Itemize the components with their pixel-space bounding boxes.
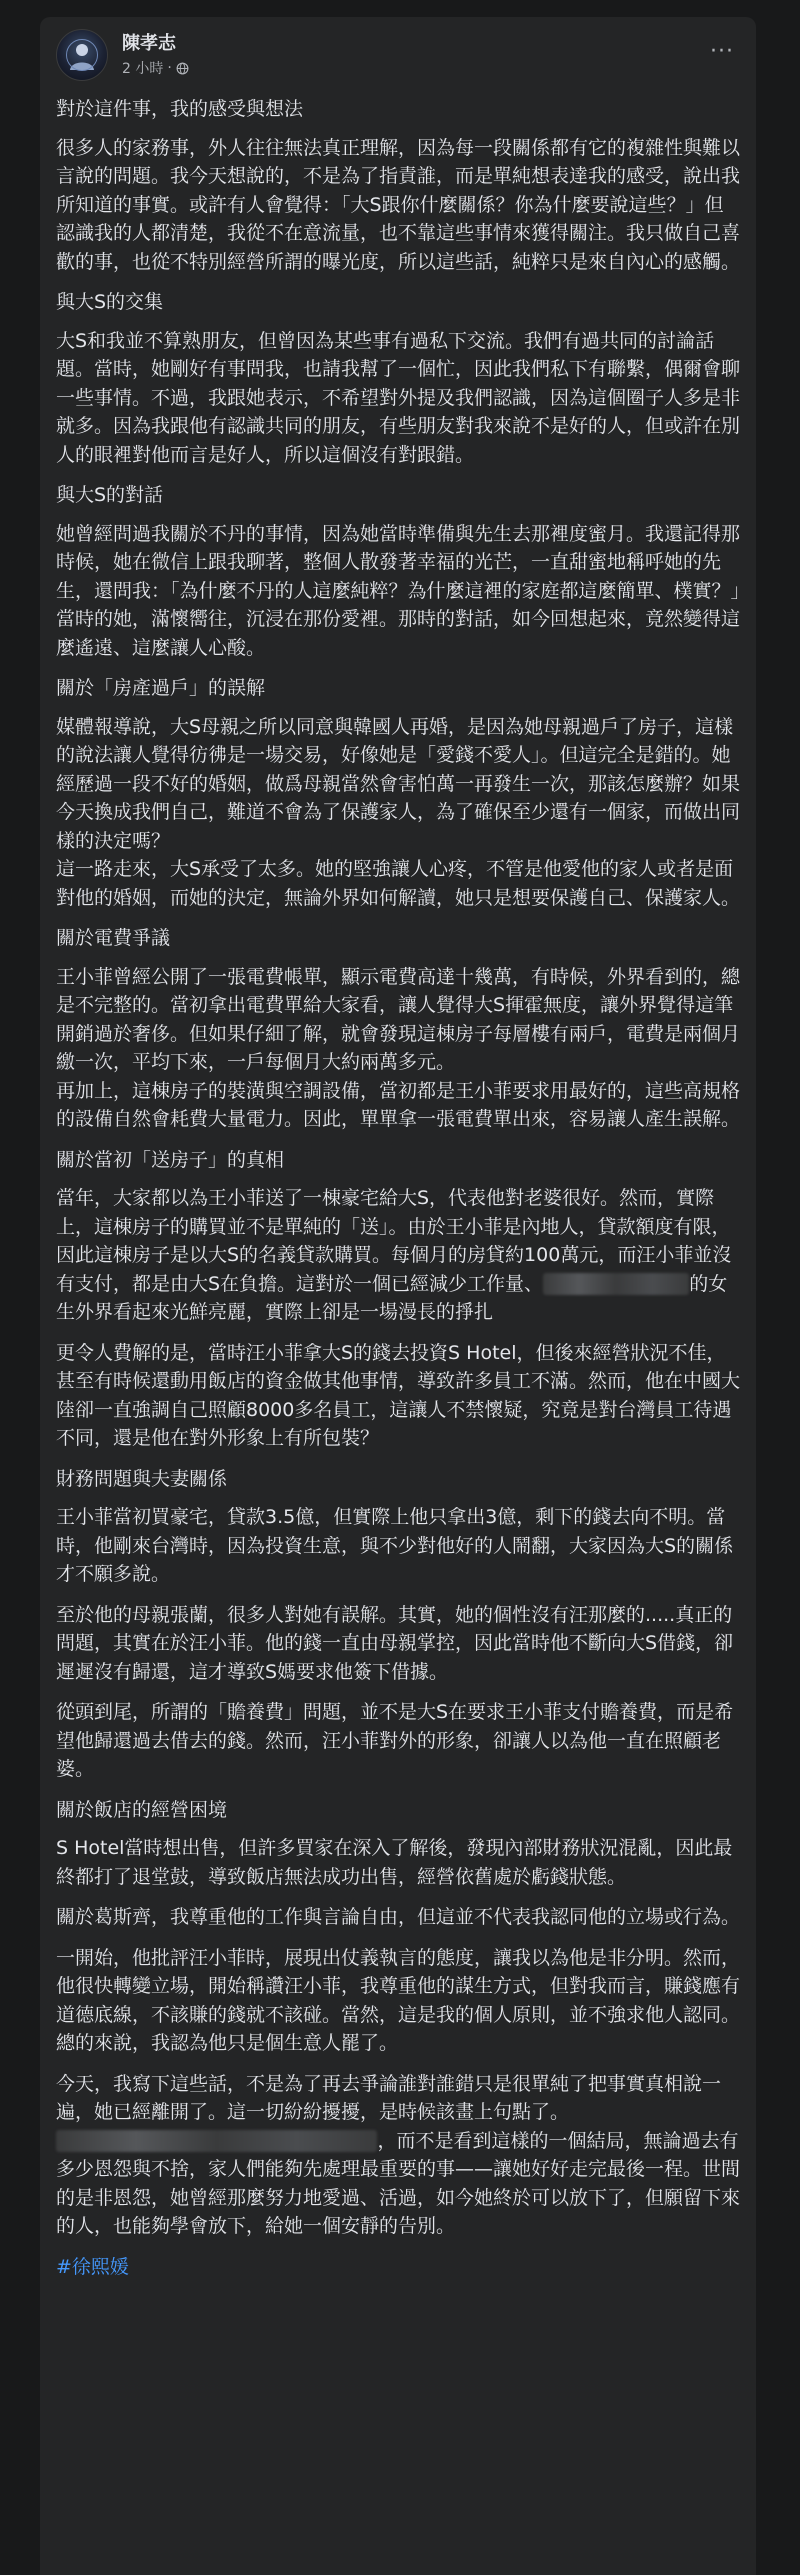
post-paragraph bbox=[56, 1503, 740, 1589]
avatar-figure-icon bbox=[65, 38, 99, 72]
post-paragraph bbox=[56, 1601, 740, 1687]
section-heading bbox=[56, 1146, 740, 1175]
post-paragraph bbox=[56, 1903, 740, 1932]
paragraph-text: 關於葛斯齊，我尊重他的工作與言論自由，但這並不代表我認同他的立場或行為。 bbox=[56, 1906, 741, 1928]
post-header bbox=[40, 17, 756, 93]
paragraph-text: 更令人費解的是，當時汪小菲拿大S的錢去投資S Hotel，但後來經營狀況不佳，甚至有時候還動用飯店的資金做其他事情，導致許多員工不滿。然而，他在中國大陸卻一直強調自己照顧8000多名員工，這讓人不禁懷疑，究竟是對台灣員工待遇不同，還是他在對外形象上有所包裝？ bbox=[56, 1341, 741, 1449]
hashtag-paragraph bbox=[56, 2253, 740, 2282]
paragraph-text: 至於他的母親張蘭，很多人對她有誤解。其實，她的個性沒有汪那麼的.....真正的問題，其實在於汪小菲。他的錢一直由母親掌控，因此當時他不斷向大S借錢，卻遲遲沒有歸還，這才導致S媽要求他簽下借據。 bbox=[56, 1603, 734, 1683]
paragraph-text: 王小菲當初買豪宅，貸款3.5億，但實際上他只拿出3億，剩下的錢去向不明。當時，他剛來台灣時，因為投資生意，與不少對他好的人鬧翻，大家因為大S的關係才不願多說。 bbox=[56, 1506, 734, 1585]
section-heading bbox=[56, 674, 740, 703]
paragraph-text: 從頭到尾，所謂的「贍養費」問題，並不是大S在要求王小菲支付贍養費，而是希望他歸還過去借去的錢。然而，汪小菲對外的形象，卻讓人以為他一直在照顧老婆。 bbox=[56, 1701, 734, 1780]
paragraph-text-tail: ，而不是看到這樣的一個結局，無論過去有多少恩怨與不捨，家人們能夠先處理最重要的事——讓她好好走完最後一程。世間的是非恩怨，她曾經那麼努力地愛過、活過，如今她終於可以放下了，但願留下來的人，也能夠學會放下，給她一個安靜的告別。 bbox=[56, 2129, 741, 2237]
author-name[interactable]: 陳孝志 bbox=[122, 33, 176, 54]
post-card bbox=[40, 17, 756, 2575]
meta-separator: · bbox=[167, 60, 172, 76]
hashtag-link[interactable]: #徐熙媛 bbox=[56, 2255, 129, 2278]
post-time[interactable]: 2 小時 bbox=[122, 61, 164, 77]
redacted-text bbox=[543, 1273, 689, 1295]
paragraph-text: 關於「房產過戶」的誤解 bbox=[56, 677, 266, 699]
paragraph-text: 媒體報導說，大S母親之所以同意與韓國人再婚，是因為她母親過戶了房子，這樣的說法讓人覺得彷彿是一場交易，好像她是「愛錢不愛人」。但這完全是錯的。她經歷過一段不好的婚姻，做爲母親當然會害怕萬一再發生一次，那該怎麼辦？如果今天換成我們自己，難道不會為了保護家人，為了確保至少還有一個家，而做出同樣的決定嗎？ 這一路走來，大S承受了太多。她的堅強讓人心疼，不管是他愛他的家人或者是面對他的婚姻，而她的決定，無論外界如何解讀，她只是想要保護自己、保護家人。 bbox=[56, 715, 741, 909]
paragraph-text: 王小菲曾經公開了一張電費帳單，顯示電費高達十幾萬，有時候，外界看到的，總是不完整的。當初拿出電費單給大家看，讓人覺得大S揮霍無度，讓外界覺得這筆開銷過於奢侈。但如果仔細了解，就會發現這棟房子每層樓有兩戶，電費是兩個月繳一次，平均下來，一戶每個月大約兩萬多元。 再加上，這棟房子的裝潢與空調設備，當初都是王小菲要求用最好的，這些高規格的設備自然會耗費大量電力。因此，單單拿一張電費單出來，容易讓人產生誤解。 bbox=[56, 965, 741, 1130]
paragraph-text: 大S和我並不算熟朋友，但曾因為某些事有過私下交流。我們有過共同的討論話題。當時，她剛好有事問我，也請我幫了一個忙，因此我們私下有聯繫，偶爾會聊一些事情。不過，我跟她表示，不希望對外提及我們認識，因為這個圈子人多是非就多。因為我跟他有認識共同的朋友，有些朋友對我來說不是好的人，但或許在別人的眼裡對他而言是好人，所以這個沒有對跟錯。 bbox=[56, 329, 741, 466]
post-paragraph bbox=[56, 1834, 740, 1891]
post-paragraph bbox=[56, 1339, 740, 1453]
post-paragraph bbox=[56, 713, 740, 913]
post-paragraph bbox=[56, 1184, 740, 1327]
paragraph-text: 對於這件事，我的感受與想法 bbox=[56, 98, 304, 120]
globe-icon[interactable] bbox=[176, 62, 189, 75]
redacted-text bbox=[56, 2130, 377, 2152]
paragraph-text: 關於電費爭議 bbox=[56, 927, 171, 949]
paragraph-text: 關於當初「送房子」的真相 bbox=[56, 1148, 285, 1171]
more-options-button[interactable]: ··· bbox=[710, 38, 734, 64]
post-paragraph bbox=[56, 963, 740, 1134]
paragraph-text: 與大S的對話 bbox=[56, 484, 164, 506]
post-paragraph bbox=[56, 2070, 740, 2241]
post-paragraph bbox=[56, 1944, 740, 2058]
post-meta bbox=[122, 58, 189, 78]
section-heading bbox=[56, 288, 740, 317]
paragraph-text: S Hotel當時想出售，但許多買家在深入了解後，發現內部財務狀況混亂，因此最終都打了退堂鼓，導致飯店無法成功出售，經營依舊處於虧錢狀態。 bbox=[56, 1837, 733, 1888]
paragraph-text: 與大S的交集 bbox=[56, 291, 164, 313]
paragraph-text: 當年，大家都以為王小菲送了一棟豪宅給大S，代表他對老婆很好。然而，實際上，這棟房子的購買並不是單純的「送」。由於王小菲是內地人，貸款額度有限，因此這棟房子是以大S的名義貸款購買。每個月的房貸約100萬元，而汪小菲並沒有支付，都是由大S在負擔。這對於一個已經減少工作量、 bbox=[56, 1187, 732, 1295]
paragraph-text: 很多人的家務事，外人往往無法真正理解，因為每一段關係都有它的複雜性與難以言說的問題。我今天想說的，不是為了指責誰，而是單純想表達我的感受，說出我所知道的事實。或許有人會覺得：「大S跟你什麼關係？你為什麼要說這些？」但認識我的人都清楚，我從不在意流量，也不靠這些事情來獲得關注。我只做自己喜歡的事，也從不特別經營所謂的曝光度，所以這些話，純粹只是來自內心的感觸。 bbox=[56, 136, 741, 273]
post-paragraph bbox=[56, 134, 740, 277]
section-heading bbox=[56, 1796, 740, 1825]
paragraph-text: 財務問題與夫妻關係 bbox=[56, 1467, 228, 1490]
section-heading bbox=[56, 481, 740, 510]
post-paragraph bbox=[56, 520, 740, 663]
section-heading bbox=[56, 1465, 740, 1494]
post-body bbox=[56, 95, 740, 2293]
post-paragraph bbox=[56, 1698, 740, 1784]
paragraph-text: 今天，我寫下這些話，不是為了再去爭論誰對誰錯只是很單純了把事實真相說一遍，她已經離開了。這一切紛紛擾擾，是時候該畫上句點了。 bbox=[56, 2072, 722, 2123]
paragraph-text: 她曾經問過我關於不丹的事情，因為她當時準備與先生去那裡度蜜月。我還記得那時候，她在微信上跟我聊著，整個人散發著幸福的光芒，一直甜蜜地稱呼她的先生，還問我：「為什麼不丹的人這麼純粹？為什麼這裡的家庭都這麼簡單、樸實？」當時的她，滿懷嚮往，沉浸在那份愛裡。那時的對話，如今回想起來，竟然變得這麼遙遠、這麼讓人心酸。 bbox=[56, 522, 741, 659]
section-heading bbox=[56, 95, 740, 124]
post-paragraph bbox=[56, 327, 740, 470]
section-heading bbox=[56, 924, 740, 953]
paragraph-text-tail: 的女生外界看起來光鮮亮麗，實際上卻是一場漫長的掙扎 bbox=[56, 1272, 728, 1323]
paragraph-text: 一開始，他批評汪小菲時，展現出仗義執言的態度，讓我以為他是非分明。然而，他很快轉變立場，開始稱讚汪小菲，我尊重他的謀生方式，但對我而言，賺錢應有道德底線，不該賺的錢就不該碰。當然，這是我的個人原則，並不強求他人認同。總的來說，我認為他只是個生意人罷了。 bbox=[56, 1946, 741, 2054]
paragraph-text: 關於飯店的經營困境 bbox=[56, 1798, 228, 1821]
avatar[interactable] bbox=[56, 29, 108, 81]
